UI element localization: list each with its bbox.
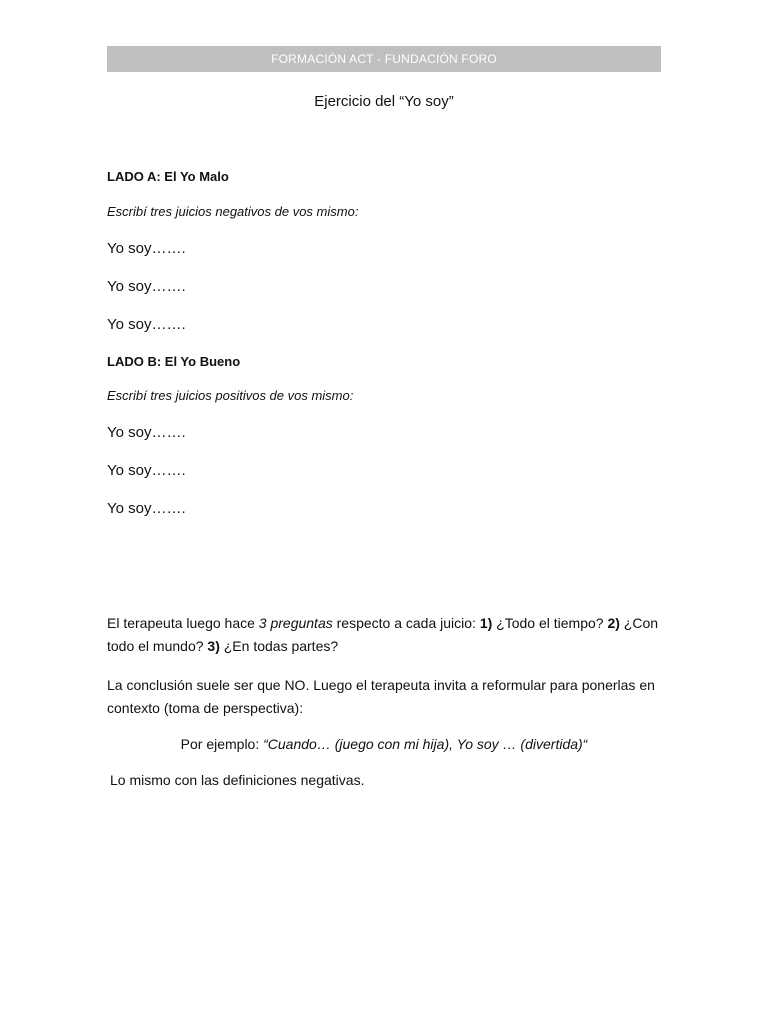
- side-a-line-3: Yo soy…….: [107, 316, 186, 333]
- side-b-heading: LADO B: El Yo Bueno: [107, 354, 241, 369]
- question-3: ¿En todas partes?: [219, 638, 339, 654]
- page-title: Ejercicio del “Yo soy”: [314, 93, 454, 110]
- question-3-number: 3): [207, 638, 220, 654]
- questions-after-count: respecto a cada juicio:: [332, 615, 480, 631]
- closing-line: Lo mismo con las definiciones negativas.: [110, 772, 365, 788]
- example-quote: “Cuando… (juego con mi hija), Yo soy … (divertida)“: [263, 736, 588, 752]
- questions-intro: El terapeuta luego hace: [107, 615, 259, 631]
- side-b-line-1: Yo soy…….: [107, 424, 186, 441]
- side-a-instruction: Escribí tres juicios negativos de vos mismo:: [107, 204, 359, 219]
- conclusion-paragraph: La conclusión suele ser que NO. Luego el terapeuta invita a reformular para ponerlas en contexto (toma de perspectiva):: [107, 677, 655, 716]
- side-b-line-3: Yo soy…….: [107, 500, 186, 517]
- question-2-number: 2): [607, 615, 620, 631]
- example-prefix: Por ejemplo:: [180, 736, 264, 752]
- questions-paragraph: [107, 612, 667, 658]
- side-a-line-1: Yo soy…….: [107, 240, 186, 257]
- example-line: [0, 736, 768, 752]
- header-banner: FORMACIÓN ACT - FUNDACIÓN FORO: [107, 46, 661, 72]
- question-2: ¿Con todo el mundo?: [107, 615, 659, 654]
- side-b-line-2: Yo soy…….: [107, 462, 186, 479]
- side-a-heading: LADO A: El Yo Malo: [107, 169, 229, 184]
- side-a-line-2: Yo soy…….: [107, 278, 186, 295]
- question-1-number: 1): [479, 615, 493, 631]
- question-1: ¿Todo el tiempo?: [492, 615, 608, 631]
- side-b-instruction: Escribí tres juicios positivos de vos mismo:: [107, 388, 354, 403]
- questions-count: 3 preguntas: [258, 615, 333, 631]
